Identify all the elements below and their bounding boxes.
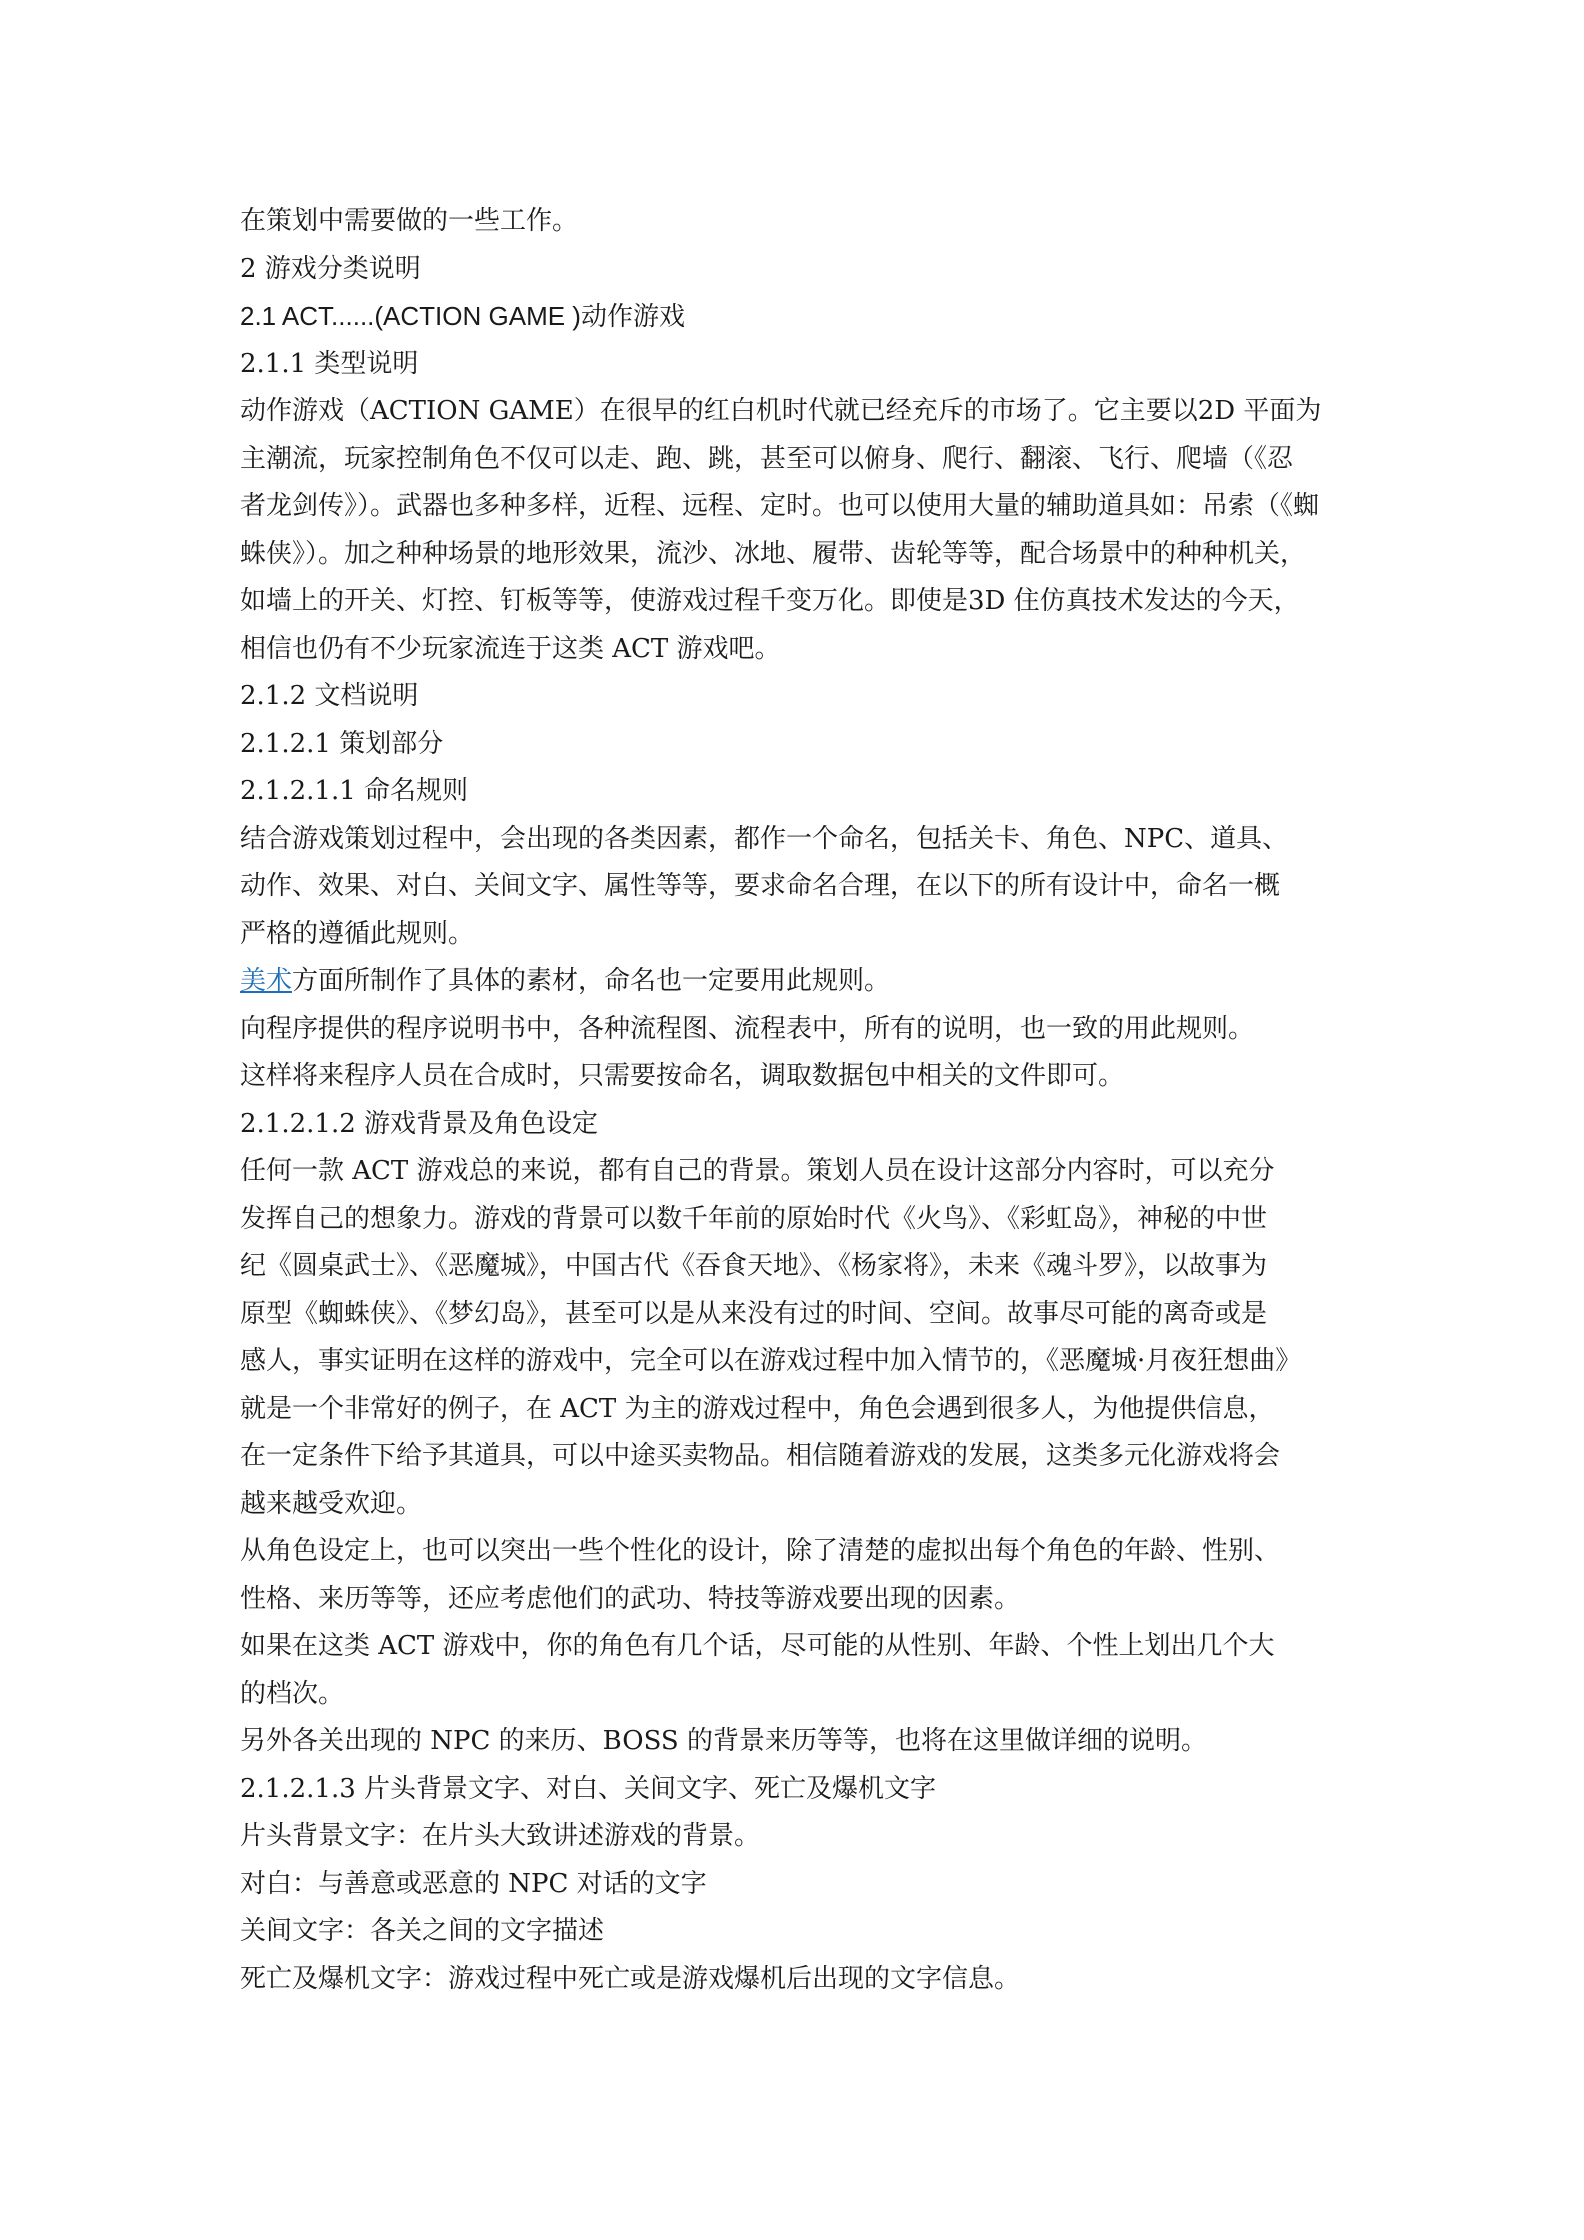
paragraph-line: 动作游戏（ACTION GAME）在很早的红白机时代就已经充斥的市场了。它主要以2D 平面为 (240, 396, 1322, 426)
paragraph-line: 越来越受欢迎。 (240, 1488, 423, 1519)
paragraph-line: 主潮流，玩家控制角色不仅可以走、跑、跳，甚至可以俯身、爬行、翻滚、飞行、爬墙（《忍 (240, 443, 1294, 474)
paragraph-line: 动作、效果、对白、关间文字、属性等等，要求命名合理，在以下的所有设计中，命名一概 (240, 871, 1281, 901)
document-page (240, 198, 1360, 2003)
paragraph-line: 纪《圆桌武士》、《恶魔城》，中国古代《吞食天地》、《杨家将》，未来《魂斗罗》，以故事为 (240, 1251, 1268, 1281)
npc-paragraph: 另外各关出现的 NPC 的来历、BOSS 的背景来历等等，也将在这里做详细的说明。 (240, 1726, 1208, 1756)
paragraph-line: 从角色设定上，也可以突出一些个性化的设计，除了清楚的虚拟出每个角色的年龄、性别、 (240, 1536, 1281, 1566)
paragraph-line: 结合游戏策划过程中，会出现的各类因素，都作一个命名，包括关卡、角色、NPC、道具、 (240, 823, 1289, 854)
paragraph-line: 如墙上的开关、灯控、钉板等等，使游戏过程千变万化。即使是3D 住仿真技术发达的今天， (240, 586, 1300, 616)
role-setting-paragraph (240, 1528, 1360, 1623)
heading-2-1-1: 2.1.1 类型说明 (240, 348, 419, 379)
role-tier-paragraph (240, 1623, 1360, 1718)
naming-rules-paragraph (240, 816, 1360, 959)
paragraph-line: 向程序提供的程序说明书中，各种流程图、流程表中，所有的说明，也一致的用此规则。 (240, 1013, 1255, 1044)
background-paragraph (240, 1148, 1360, 1528)
paragraph-line: 者龙剑传》）。武器也多种多样，近程、远程、定时。也可以使用大量的辅助道具如：吊索（《蜘 (240, 491, 1320, 521)
paragraph-line: 严格的遵循此规则。 (240, 918, 475, 949)
heading-2-1: 2.1 ACT......(ACTION GAME )动作游戏 (240, 301, 685, 331)
paragraph-line: 感人，事实证明在这样的游戏中，完全可以在游戏过程中加入情节的，《恶魔城·月夜狂想曲》 (240, 1346, 1302, 1376)
paragraph-line: 如果在这类 ACT 游戏中，你的角色有几个话，尽可能的从性别、年龄、个性上划出几个大 (240, 1631, 1275, 1661)
art-link[interactable]: 美术 (240, 966, 293, 996)
paragraph-line: 原型《蜘蛛侠》、《梦幻岛》，甚至可以是从来没有过的时间、空间。故事尽可能的离奇或是 (240, 1298, 1268, 1329)
art-paragraph (240, 958, 1360, 1006)
paragraph-line: 发挥自己的想象力。游戏的背景可以数千年前的原始时代《火鸟》、《彩虹岛》，神秘的中世 (240, 1203, 1268, 1234)
paragraph-line: 在一定条件下给予其道具，可以中途买卖物品。相信随着游戏的发展，这类多元化游戏将会 (240, 1441, 1281, 1471)
intro-text-item: 片头背景文字：在片头大致讲述游戏的背景。 (240, 1821, 761, 1851)
paragraph-line: 蛛侠》）。加之种种场景的地形效果，流沙、冰地、履带、齿轮等等，配合场景中的种种机关， (240, 538, 1307, 569)
act-description-paragraph (240, 388, 1360, 673)
intro-tail-text: 在策划中需要做的一些工作。 (240, 206, 579, 236)
heading-2-1-2-1: 2.1.2.1 策划部分 (240, 728, 444, 759)
death-text-item: 死亡及爆机文字：游戏过程中死亡或是游戏爆机后出现的文字信息。 (240, 1963, 1021, 1994)
heading-2-1-2-1-1: 2.1.2.1.1 命名规则 (240, 776, 469, 806)
dialog-item: 对白：与善意或恶意的 NPC 对话的文字 (240, 1868, 707, 1899)
level-text-item: 关间文字：各关之间的文字描述 (240, 1916, 605, 1946)
program-spec-paragraph (240, 1006, 1360, 1101)
art-paragraph-text: 方面所制作了具体的素材，命名也一定要用此规则。 (292, 966, 891, 996)
heading-2-1-2: 2.1.2 文档说明 (240, 681, 419, 711)
heading-2: 2 游戏分类说明 (240, 253, 421, 284)
paragraph-line: 任何一款 ACT 游戏总的来说，都有自己的背景。策划人员在设计这部分内容时，可以充分 (240, 1156, 1275, 1186)
heading-2-1-2-1-3: 2.1.2.1.3 片头背景文字、对白、关间文字、死亡及爆机文字 (240, 1773, 937, 1804)
heading-2-1-2-1-2: 2.1.2.1.2 游戏背景及角色设定 (240, 1108, 599, 1139)
paragraph-line: 这样将来程序人员在合成时，只需要按命名，调取数据包中相关的文件即可。 (240, 1061, 1125, 1091)
paragraph-line: 性格、来历等等，还应考虑他们的武功、特技等游戏要出现的因素。 (240, 1583, 1021, 1614)
paragraph-line: 就是一个非常好的例子，在 ACT 为主的游戏过程中，角色会遇到很多人，为他提供信息， (240, 1393, 1275, 1424)
paragraph-line: 的档次。 (240, 1678, 345, 1709)
paragraph-line: 相信也仍有不少玩家流连于这类 ACT 游戏吧。 (240, 633, 781, 664)
